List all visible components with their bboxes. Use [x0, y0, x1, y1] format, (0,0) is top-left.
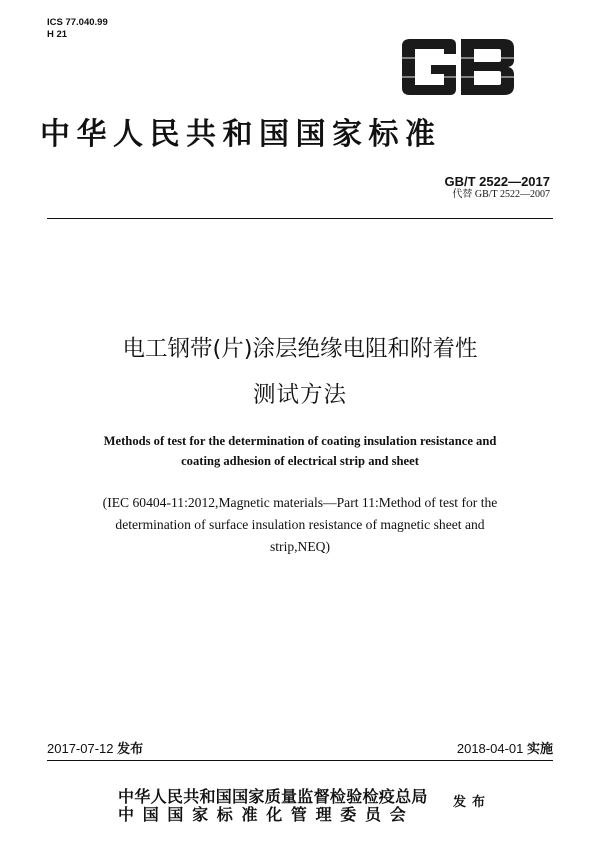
issue-action: 发布: [453, 795, 492, 810]
chinese-title-line-2: 测试方法: [252, 382, 347, 408]
issuer-aqsiq: 中华人民共和国国家质量监督检验检疫总局: [118, 787, 428, 806]
issuer-sac: 中国国家标准化管理委员会: [118, 805, 415, 824]
english-title-line-1: Methods of test for the determination of coating insulation resistance and: [103, 434, 497, 448]
standard-number: GB/T 2522—2017: [444, 174, 550, 189]
ics-code: ICS 77.040.99: [47, 17, 108, 28]
classification-codes: [47, 17, 108, 41]
ccs-code: H 21: [47, 29, 68, 40]
effective-date-value: 2018-04-01: [456, 741, 524, 756]
bottom-divider: [47, 760, 553, 761]
issue-date: [47, 741, 143, 757]
adoption-note-line-1: (IEC 60404-11:2012,Magnetic materials—Part 11:Method of test for the: [102, 495, 498, 510]
effective-date-label: 实施: [526, 741, 553, 756]
replaces-standard: 代替 GB/T 2522—2007: [452, 189, 550, 200]
top-divider: [47, 218, 553, 219]
issue-date-value: 2017-07-12: [47, 741, 114, 756]
chinese-title-line-1: 电工钢带(片)涂层绝缘电阻和附着性: [122, 336, 478, 362]
issue-date-label: 发布: [117, 741, 144, 756]
adoption-note-line-2: determination of surface insulation resistance of magnetic sheet and: [115, 517, 485, 532]
gb-logo: [398, 36, 518, 98]
english-title-line-2: coating adhesion of electrical strip and sheet: [181, 454, 419, 468]
effective-date: [457, 741, 553, 757]
adoption-note-line-3: strip,NEQ): [269, 539, 331, 554]
national-standard-heading: 中华人民共和国国家标准: [40, 117, 442, 152]
